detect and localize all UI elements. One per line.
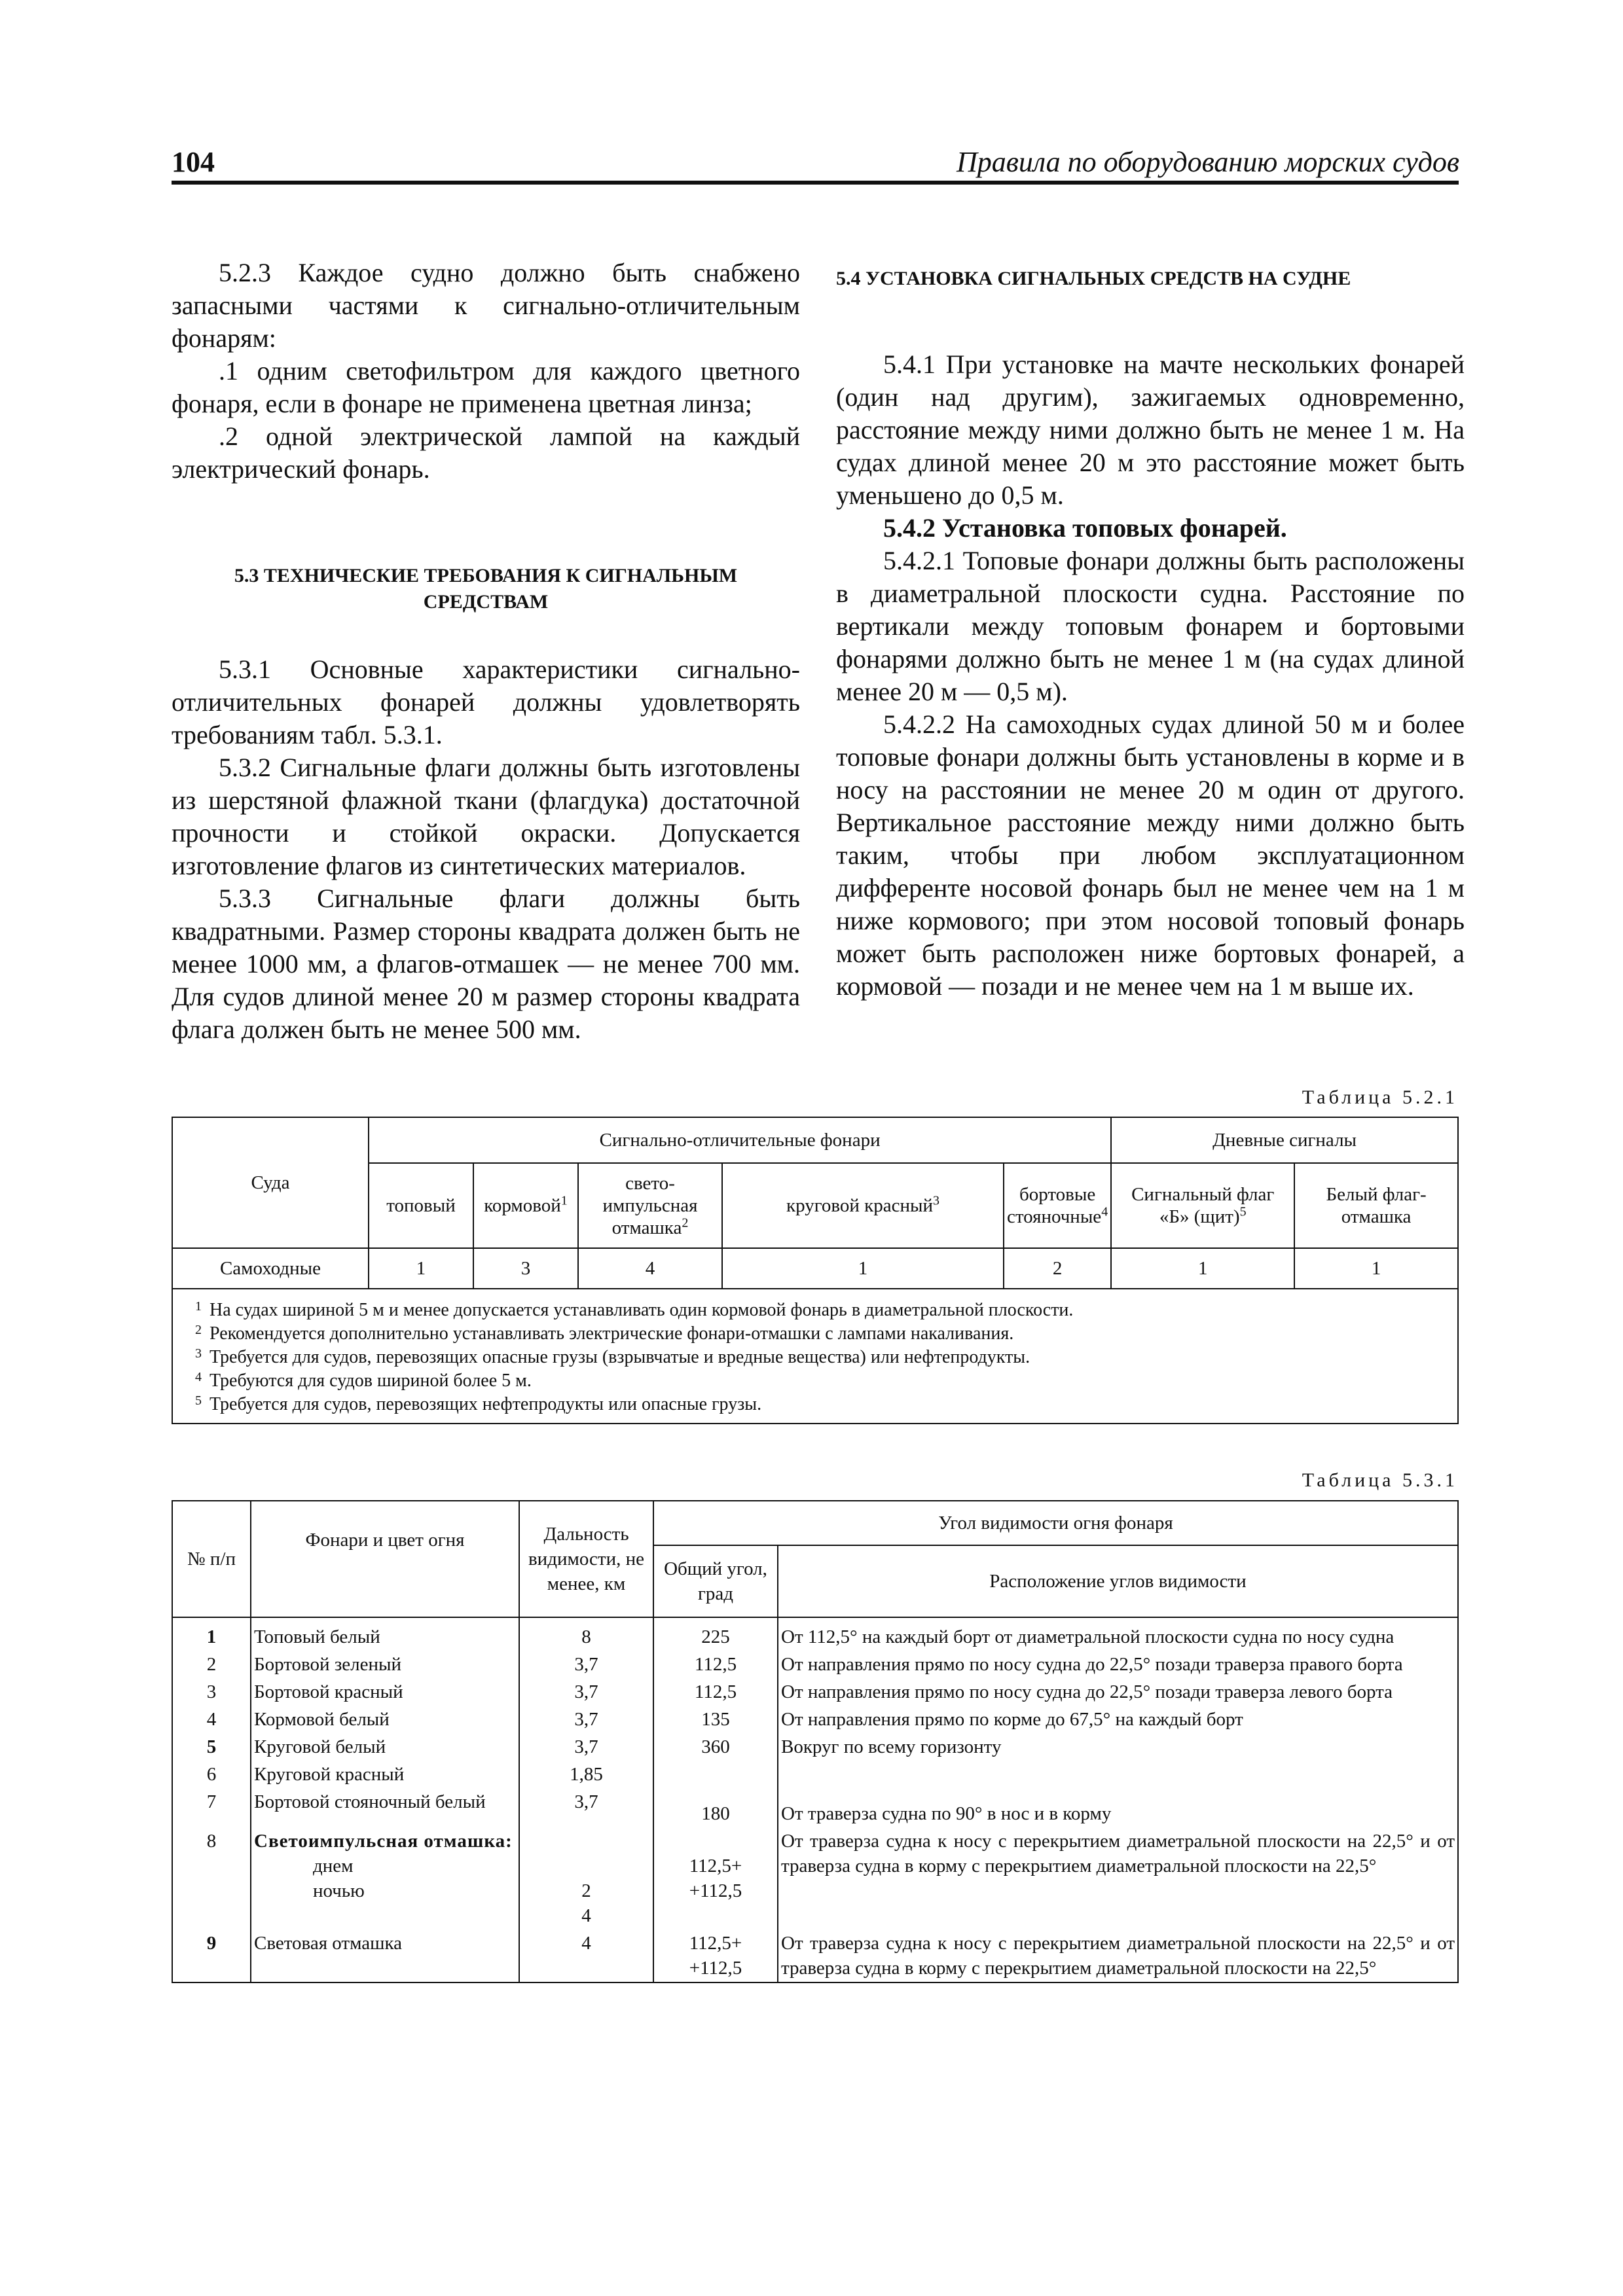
row-number: 8 bbox=[172, 1827, 251, 1929]
cell: 4 bbox=[578, 1248, 722, 1289]
total-angle: 112,5+ bbox=[689, 1856, 742, 1876]
notes-row bbox=[172, 1289, 1458, 1424]
paragraph-5-4-1: 5.4.1 При установке на мачте нескольких фонарей (один над другим), зажигаемых одновременно, расстояние между ними должно быть не менее 1 м. На судах длиной менее 20 м это расстояние может быть уменьшено до 0,5 м. bbox=[836, 350, 1465, 510]
paragraph-5-3-1: 5.3.1 Основные характеристики сигнально-отличительных фонарей должны удовлетворять требованиям табл. 5.3.1. bbox=[172, 655, 800, 749]
total-angle-cell bbox=[653, 1827, 778, 1929]
row-number: 3 bbox=[172, 1678, 251, 1706]
cell: 3 bbox=[473, 1248, 578, 1289]
table-row bbox=[172, 1827, 1458, 1929]
col-header: круговой красный$^3$ bbox=[722, 1163, 1004, 1248]
range-value: 4 bbox=[581, 1905, 591, 1926]
section-heading-5-4: 5.4 УСТАНОВКА СИГНАЛЬНЫХ СРЕДСТВ НА СУДНЕ bbox=[836, 268, 1351, 289]
total-angle: 112,5 bbox=[653, 1678, 778, 1706]
sector-text: От траверза судна к носу с перекрытием диаметральной плоскости на 22,5° и от траверза судна в корму с перекрытием диаметральной плоскости на 22,5° bbox=[778, 1929, 1458, 1982]
sector-text: Вокруг по всему горизонту bbox=[778, 1733, 1458, 1761]
table-5-3-1 bbox=[172, 1500, 1459, 1983]
table-5-2-1 bbox=[172, 1117, 1459, 1424]
paragraph-5-4-2-2: 5.4.2.2 На самоходных судах длиной 50 м и более топовые фонари должны быть установлены в корме и в носу на расстоянии не менее 20 м один от другого. Вертикальное расстояние между ними должно быть таким, чтобы при любом эксплуатационном дифференте носовой фонарь был не менее чем на 1 м ниже кормового; при этом носовой топовый фонарь может быть расположен ниже бортовых фонарей, а кормовой — позади и не менее чем на 1 м выше их. bbox=[836, 709, 1465, 1001]
sector-text: От направления прямо по носу судна до 22,5° позади траверза правого борта bbox=[778, 1651, 1458, 1678]
row-number: 9 bbox=[172, 1929, 251, 1982]
row-number: 7 bbox=[172, 1788, 251, 1827]
lamp-name: Бортовой зеленый bbox=[251, 1651, 519, 1678]
sector-text: От направления прямо по корме до 67,5° на каждый борт bbox=[778, 1706, 1458, 1733]
cell: 1 bbox=[1294, 1248, 1458, 1289]
total-angle: +112,5 bbox=[689, 1880, 742, 1901]
paragraph-5-2-3: 5.2.3 Каждое судно должно быть снабжено запасными частями к сигнально-отличительным фонарям: bbox=[172, 258, 800, 353]
table-row bbox=[172, 1788, 1458, 1827]
col-header-day-signals: Дневные сигналы bbox=[1111, 1117, 1458, 1163]
range-value: 3,7 bbox=[519, 1651, 653, 1678]
footnote: 1 На судах шириной 5 м и менее допускается устанавливать один кормовой фонарь в диаметральной плоскости. bbox=[195, 1299, 1074, 1320]
row-number: 4 bbox=[172, 1706, 251, 1733]
table-row bbox=[172, 1733, 1458, 1761]
header-rule bbox=[172, 181, 1459, 185]
range-value: 3,7 bbox=[519, 1706, 653, 1733]
row-number: 2 bbox=[172, 1651, 251, 1678]
table-5-3-1-caption: Таблица 5.3.1 bbox=[1302, 1469, 1458, 1491]
sector-text: От 112,5° на каждый борт от диаметральной плоскости судна по носу судна bbox=[778, 1617, 1458, 1651]
lamp-name: Световая отмашка bbox=[251, 1929, 519, 1982]
paragraph-5-4-2-1: 5.4.2.1 Топовые фонари должны быть расположены в диаметральной плоскости судна. Расстояние по вертикали между топовым фонарем и бортовыми фонарями должно быть не менее 1 м (на судах длиной менее 20 м — 0,5 м). bbox=[836, 546, 1465, 706]
running-title: Правила по оборудованию морских судов bbox=[956, 146, 1459, 178]
table-row bbox=[172, 1761, 1458, 1788]
table-row bbox=[172, 1617, 1458, 1651]
footnote: 5 Требуется для судов, перевозящих нефтепродукты или опасные грузы. bbox=[195, 1393, 762, 1414]
col-header-total-angle: Общий угол, град bbox=[653, 1545, 778, 1617]
table-row bbox=[172, 1929, 1458, 1982]
table-row bbox=[172, 1651, 1458, 1678]
table-notes bbox=[172, 1289, 1458, 1424]
paragraph-5-3-3: 5.3.3 Сигнальные флаги должны быть квадратными. Размер стороны квадрата должен быть не менее 1000 мм, а флагов-отмашек — не менее 700 мм. Для судов длиной менее 20 м размер стороны квадрата флага должен быть не менее 500 мм. bbox=[172, 884, 800, 1044]
total-angle: 112,5 bbox=[653, 1651, 778, 1678]
section-heading-5-3: 5.3 ТЕХНИЧЕСКИЕ ТРЕБОВАНИЯ К СИГНАЛЬНЫМ СРЕДСТВАМ bbox=[234, 565, 738, 613]
lamp-name: Круговой белый bbox=[251, 1733, 519, 1761]
col-header-number: № п/п bbox=[172, 1501, 251, 1617]
row-number: 5 bbox=[172, 1733, 251, 1761]
sector-text: От направления прямо по носу судна до 22,5° позади траверза левого борта bbox=[778, 1678, 1458, 1706]
list-item-1: .1 одним светофильтром для каждого цветного фонаря, если в фонаре не применена цветная линза; bbox=[172, 356, 800, 418]
lamp-name: Бортовой красный bbox=[251, 1678, 519, 1706]
range-value: 3,7 bbox=[519, 1678, 653, 1706]
lamp-name: Бортовой стояночный белый bbox=[251, 1788, 519, 1827]
table-row bbox=[172, 1248, 1458, 1289]
sector-text: От траверза судна по 90° в нос и в корму bbox=[778, 1788, 1458, 1827]
lamp-sub-day: днем bbox=[313, 1856, 354, 1876]
col-header-lamp: Фонари и цвет огня bbox=[251, 1501, 519, 1617]
col-header-sector: Расположение углов видимости bbox=[778, 1545, 1458, 1617]
page-number: 104 bbox=[172, 146, 215, 178]
col-header: бортовые стояночные$^4$ bbox=[1004, 1163, 1111, 1248]
cell: 1 bbox=[369, 1248, 473, 1289]
row-label: Самоходные bbox=[172, 1248, 369, 1289]
lamp-name: Светоимпульсная отмашка: bbox=[254, 1831, 513, 1852]
range-value: 8 bbox=[519, 1617, 653, 1651]
left-column bbox=[172, 257, 800, 1046]
cell: 1 bbox=[1111, 1248, 1294, 1289]
range-value: 2 bbox=[581, 1880, 591, 1901]
range-value: 3,7 bbox=[519, 1733, 653, 1761]
paragraph-5-4-2: 5.4.2 Установка топовых фонарей. bbox=[883, 513, 1287, 543]
lamp-name: Топовый белый bbox=[251, 1617, 519, 1651]
row-number: 1 bbox=[172, 1617, 251, 1651]
col-header: топовый bbox=[369, 1163, 473, 1248]
footnote: 4 Требуются для судов шириной более 5 м. bbox=[195, 1370, 532, 1391]
sector-text: От траверза судна к носу с перекрытием диаметральной плоскости на 22,5° и от траверза судна в корму с перекрытием диаметральной плоскости на 22,5° bbox=[778, 1827, 1458, 1929]
lamp-name: Кормовой белый bbox=[251, 1706, 519, 1733]
row-number: 6 bbox=[172, 1761, 251, 1788]
col-header: Сигнальный флаг «Б» (щит)$^5$ bbox=[1111, 1163, 1294, 1248]
col-header-angle: Угол видимости огня фонаря bbox=[653, 1501, 1458, 1545]
cell: 1 bbox=[722, 1248, 1004, 1289]
col-header-lights: Сигнально-отличительные фонари bbox=[369, 1117, 1111, 1163]
total-angle bbox=[653, 1761, 778, 1788]
total-angle: 135 bbox=[653, 1706, 778, 1733]
table-row bbox=[172, 1678, 1458, 1706]
right-column bbox=[836, 257, 1465, 1003]
total-angle: 225 bbox=[653, 1617, 778, 1651]
footnote: 2 Рекомендуется дополнительно устанавливать электрические фонари-отмашки с лампами накаливания. bbox=[195, 1323, 1014, 1344]
total-angle-cell bbox=[653, 1929, 778, 1982]
table-row bbox=[172, 1706, 1458, 1733]
range-value: 1,85 bbox=[519, 1761, 653, 1788]
range-value: 4 bbox=[519, 1929, 653, 1982]
total-angle: 112,5+ bbox=[689, 1933, 742, 1954]
lamp-sub-night: ночью bbox=[313, 1880, 365, 1901]
col-header-range: Дальность видимости, не менее, км bbox=[519, 1501, 653, 1617]
total-angle: +112,5 bbox=[689, 1958, 742, 1979]
col-header: кормовой$^1$ bbox=[473, 1163, 578, 1248]
col-header: свето-импульсная отмашка$^2$ bbox=[578, 1163, 722, 1248]
sector-text bbox=[778, 1761, 1458, 1788]
footnote: 3 Требуется для судов, перевозящих опасные грузы (взрывчатые и вредные вещества) или нефтепродукты. bbox=[195, 1346, 1030, 1367]
total-angle: 360 bbox=[653, 1733, 778, 1761]
lamp-name: Круговой красный bbox=[251, 1761, 519, 1788]
col-header-ships: Суда bbox=[172, 1117, 369, 1248]
col-header: Белый флаг-отмашка bbox=[1294, 1163, 1458, 1248]
range-value: 3,7 bbox=[519, 1788, 653, 1827]
range-cell bbox=[519, 1827, 653, 1929]
cell: 2 bbox=[1004, 1248, 1111, 1289]
paragraph-5-3-2: 5.3.2 Сигнальные флаги должны быть изготовлены из шерстяной флажной ткани (флагдука) достаточной прочности и стойкой окраски. Допускается изготовление флагов из синтетических материалов. bbox=[172, 753, 800, 880]
total-angle: 180 bbox=[653, 1788, 778, 1827]
list-item-2: .2 одной электрической лампой на каждый электрический фонарь. bbox=[172, 422, 800, 484]
table-5-2-1-caption: Таблица 5.2.1 bbox=[1302, 1086, 1458, 1108]
lamp-name-cell bbox=[251, 1827, 519, 1929]
